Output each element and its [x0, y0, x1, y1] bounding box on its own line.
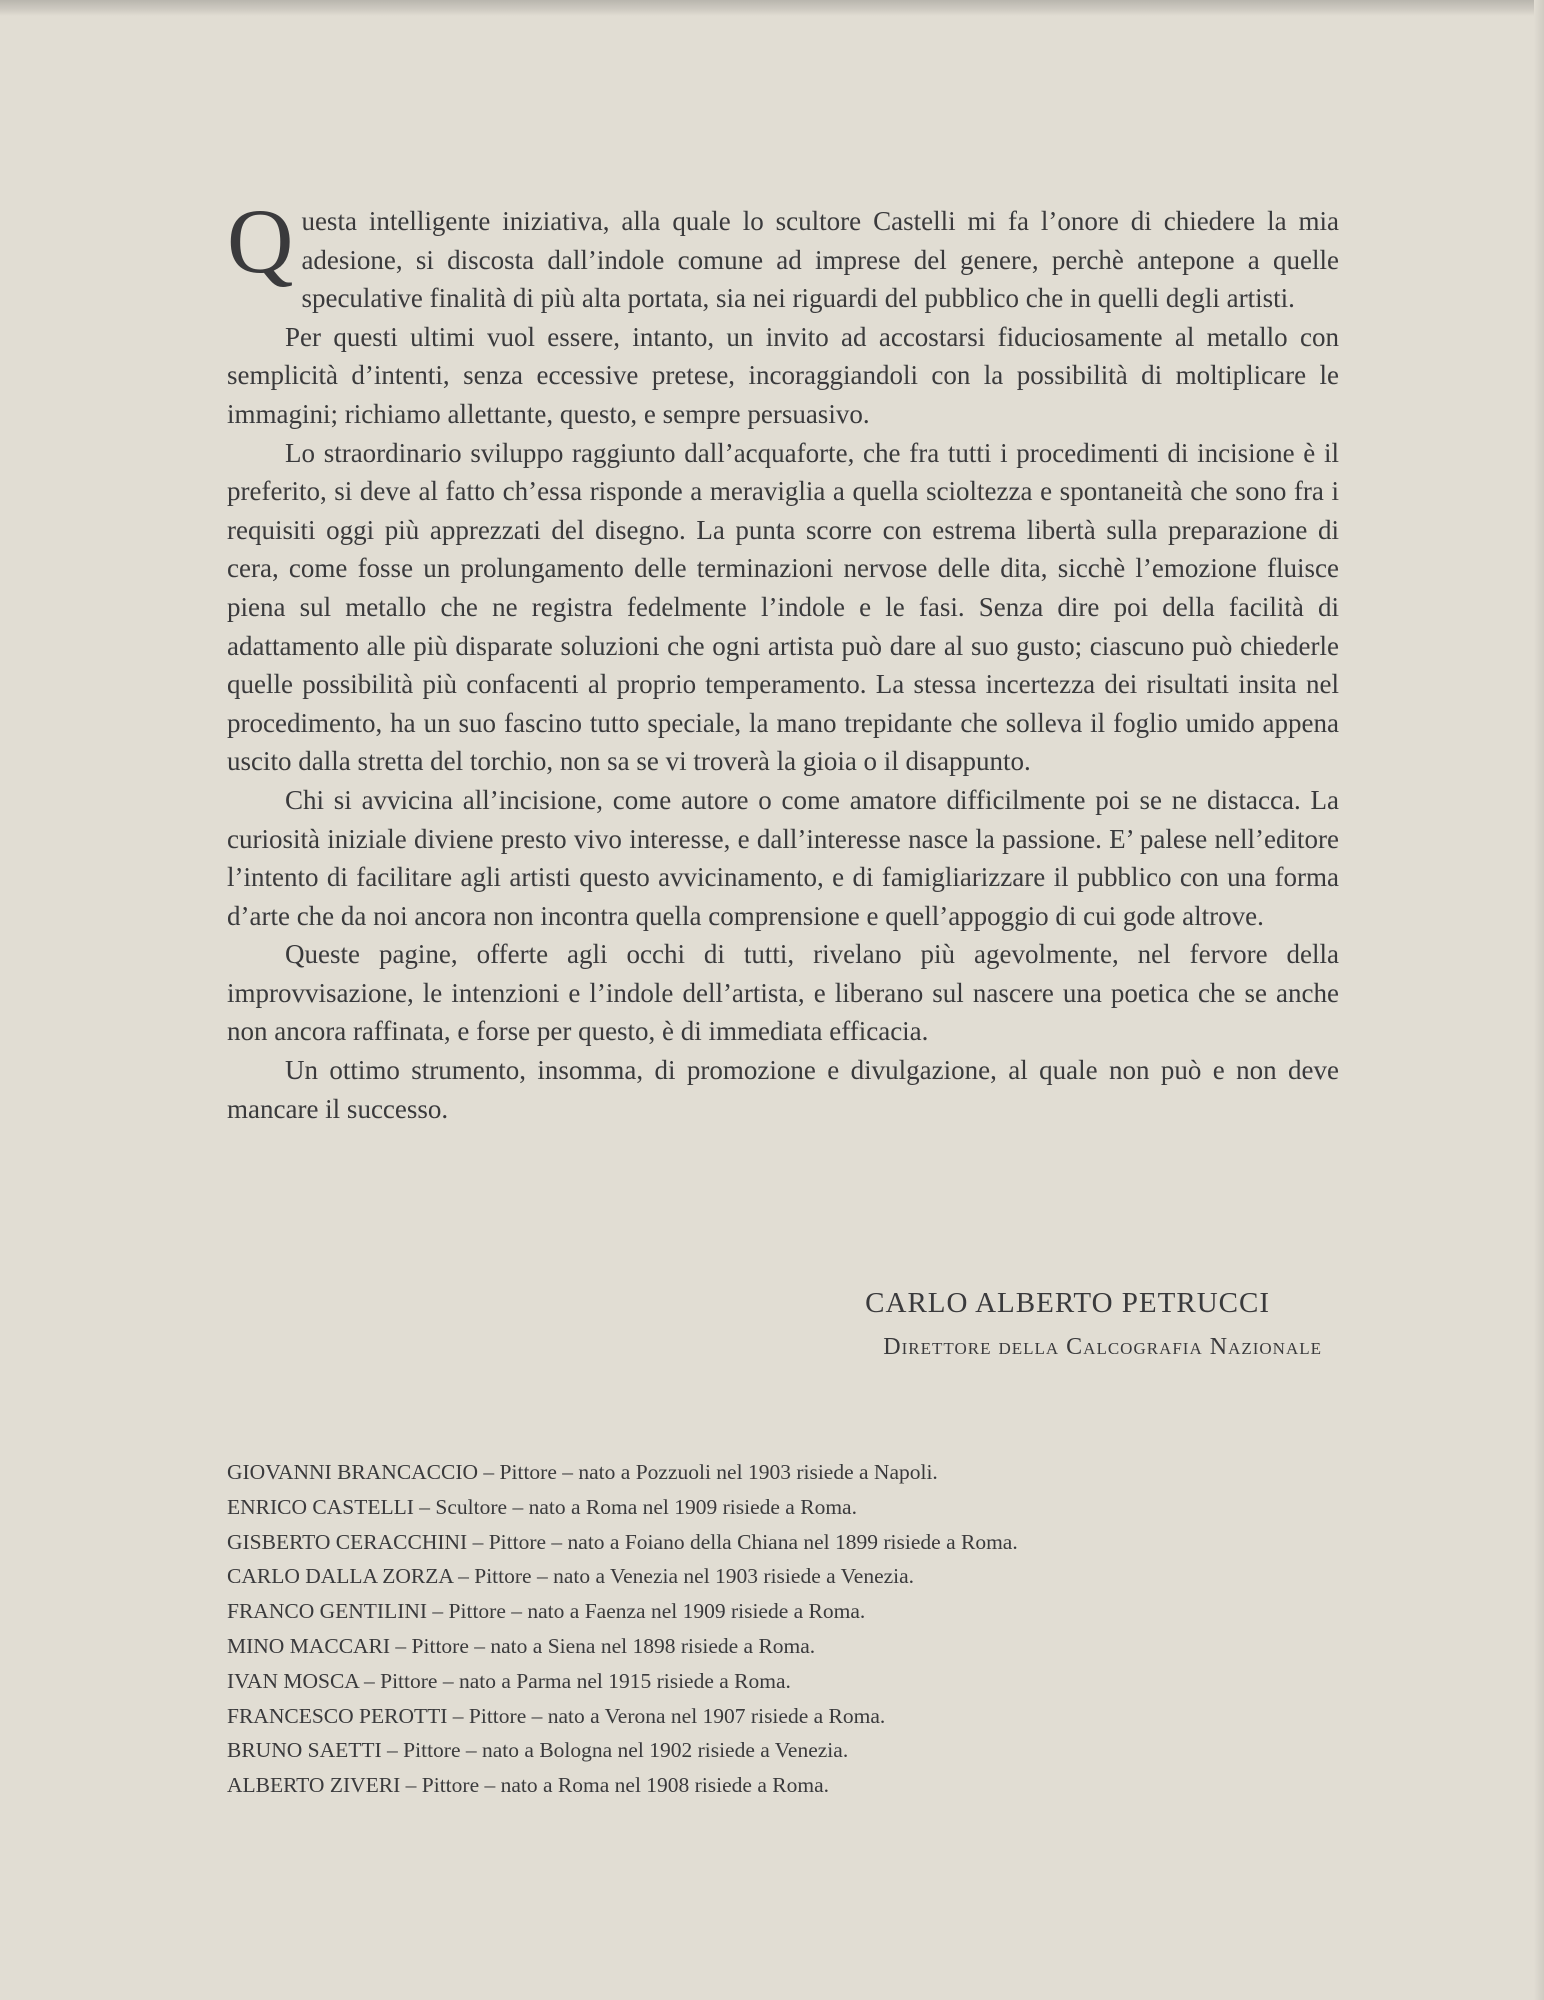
signature-name: CARLO ALBERTO PETRUCCI: [865, 1287, 1270, 1319]
artist-entry: IVAN MOSCA – Pittore – nato a Parma nel 1915 risiede a Roma.: [227, 1668, 791, 1693]
signature-title: Direttore della Calcografia Nazionale: [883, 1334, 1322, 1360]
artist-entry: MINO MACCARI – Pittore – nato a Siena nel 1898 risiede a Roma.: [227, 1633, 816, 1658]
artist-entry: FRANCO GENTILINI – Pittore – nato a Faenza nel 1909 risiede a Roma.: [227, 1599, 866, 1624]
artist-entry: CARLO DALLA ZORZA – Pittore – nato a Venezia nel 1903 risiede a Venezia.: [227, 1564, 915, 1589]
paragraph-2: Per questi ultimi vuol essere, intanto, un invito ad accostarsi fiduciosamente al metallo con semplicità d’intenti, senza eccessive pretese, incoraggiandoli con la possibilità di moltiplicare le immagini; richiamo allettante, questo, e sempre persuasivo.: [227, 321, 1339, 429]
signature-block: [700, 1283, 1322, 1367]
paragraph-1-text: uesta intelligente iniziativa, alla quale lo scultore Castelli mi fa l’onore di chiedere la mia adesione, si discosta dall’indole comune ad imprese del genere, perchè antepone a quelle speculative finalità di più alta portata, sia nei riguardi del pubblico che in quelli degli artisti.: [301, 206, 1339, 314]
paragraph-3: Lo straordinario sviluppo raggiunto dall’acquaforte, che fra tutti i procedimenti di incisione è il preferito, si deve al fatto ch’essa risponde a meraviglia a quella scioltezza e spontaneità che sono fra i requisiti oggi più apprezzati del disegno. La punta scorre con estrema libertà sulla preparazione di cera, come fosse un prolungamento delle terminazioni nervose delle dita, sicchè l’emozione fluisce piena sul metallo che ne registra fedelmente l’indole e le fasi. Senza dire poi della facilità di adattamento alle più disparate soluzioni che ogni artista può dare al suo gusto; ciascuno può chiederle quelle possibilità più confacenti al proprio temperamento. La stessa incertezza dei risultati insita nel procedimento, ha un suo fascino tutto speciale, la mano trepidante che solleva il foglio umido appena uscito dalla stretta del torchio, non sa se vi troverà la gioia o il disappunto.: [227, 437, 1339, 777]
artist-entry: ALBERTO ZIVERI – Pittore – nato a Roma nel 1908 risiede a Roma.: [227, 1773, 829, 1798]
preface-text: [227, 190, 1339, 1128]
artist-entry: BRUNO SAETTI – Pittore – nato a Bologna nel 1902 risiede a Venezia.: [227, 1738, 849, 1763]
paragraph-6: Un ottimo strumento, insomma, di promozione e divulgazione, al quale non può e non deve mancare il successo.: [227, 1055, 1339, 1124]
artist-entry: FRANCESCO PEROTTI – Pittore – nato a Verona nel 1907 risiede a Roma.: [227, 1703, 886, 1728]
artist-entry: GIOVANNI BRANCACCIO – Pittore – nato a Pozzuoli nel 1903 risiede a Napoli.: [227, 1460, 938, 1484]
artist-entry: GISBERTO CERACCHINI – Pittore – nato a Foiano della Chiana nel 1899 risiede a Roma.: [227, 1529, 1018, 1554]
artist-entry: ENRICO CASTELLI – Scultore – nato a Roma nel 1909 risiede a Roma.: [227, 1494, 857, 1519]
paragraph-5: Queste pagine, offerte agli occhi di tutti, rivelano più agevolmente, nel fervore della improvvisazione, le intenzioni e l’indole dell’artista, e liberano sul nascere una poetica che se anche non ancora raffinata, e forse per questo, è di immediata efficacia.: [227, 939, 1339, 1047]
paragraph-1: [227, 190, 1339, 318]
paragraph-4: Chi si avvicina all’incisione, come autore o come amatore difficilmente poi se ne distacca. La curiosità iniziale diviene presto vivo interesse, e dall’interesse nasce la passione. E’ palese nell’editore l’intento di facilitare agli artisti questo avvicinamento, e di famigliarizzare il pubblico con una forma d’arte che da noi ancora non incontra quella comprensione e quell’appoggio di cui gode altrove.: [227, 784, 1339, 931]
drop-cap: Q: [227, 190, 294, 292]
page-edge-right: [1534, 0, 1544, 2000]
artists-list: [227, 1455, 1347, 1803]
page-edge-top: [0, 0, 1544, 16]
